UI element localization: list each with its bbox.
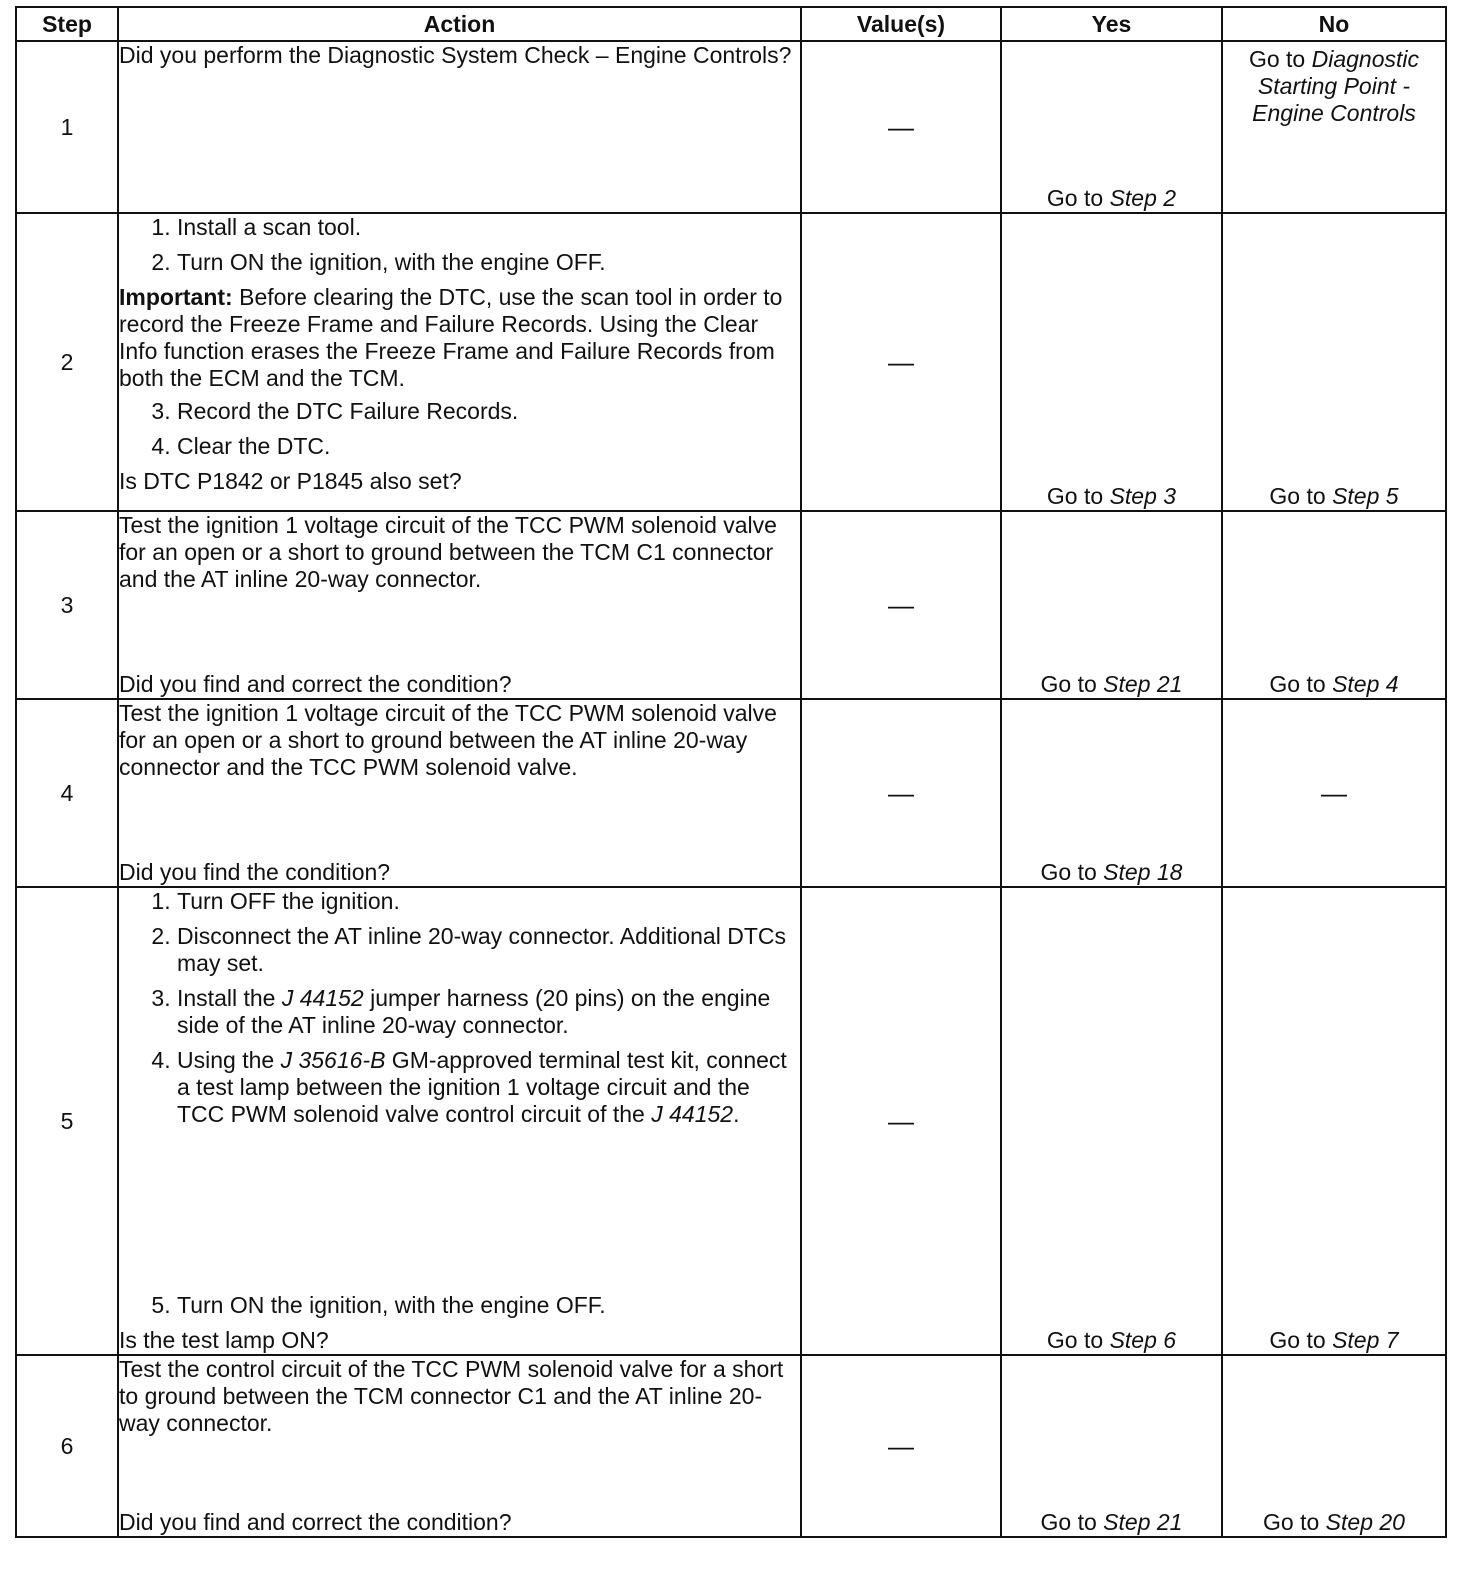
action-text: Test the control circuit of the TCC PWM solenoid valve for a short to ground between the TCM connector C1 and the AT inline 20-way connector. — [119, 1356, 784, 1436]
important-label: Important: — [119, 284, 233, 310]
no-cell — [1222, 41, 1446, 213]
yes-step-link[interactable]: Step 18 — [1103, 859, 1183, 885]
no-cell — [1222, 887, 1446, 1355]
yes-step-link[interactable]: Step 21 — [1103, 671, 1183, 697]
action-step — [177, 1047, 800, 1128]
action-cell — [118, 511, 801, 699]
yes-prefix: Go to — [1040, 859, 1104, 885]
action-question: Did you find and correct the condition? — [119, 1509, 512, 1535]
yes-prefix: Go to — [1040, 671, 1104, 697]
action-question: Did you find and correct the condition? — [119, 671, 512, 697]
value-cell: — — [801, 1355, 1001, 1537]
action-step — [177, 985, 800, 1039]
yes-cell — [1001, 699, 1222, 887]
table-row — [16, 1355, 1446, 1537]
step-number: 4 — [16, 699, 118, 887]
yes-prefix: Go to — [1046, 483, 1110, 509]
table-row — [16, 699, 1446, 887]
action-cell — [118, 41, 801, 213]
step-text: GM-approved terminal test kit, connect a test lamp between the ignition 1 voltage circuit and the TCC PWM solenoid valve control circuit of the — [177, 1047, 787, 1127]
tool-ref: J 44152 — [651, 1101, 734, 1127]
action-steps — [119, 398, 800, 460]
action-cell — [118, 699, 801, 887]
value-cell: — — [801, 213, 1001, 511]
no-step-link[interactable]: Step 5 — [1332, 483, 1399, 509]
yes-prefix: Go to — [1046, 185, 1110, 211]
yes-step-link[interactable]: Step 21 — [1103, 1509, 1183, 1535]
no-prefix: Go to — [1248, 46, 1312, 72]
action-text: Test the ignition 1 voltage circuit of the TCC PWM solenoid valve for an open or a short to ground between the AT inline 20-way connector and the TCC PWM solenoid valve. — [119, 700, 777, 780]
action-cell — [118, 1355, 801, 1537]
value-cell: — — [801, 699, 1001, 887]
action-steps — [119, 1292, 800, 1319]
action-step: 5. Turn ON the ignition, with the engine OFF. — [177, 1292, 800, 1319]
header-action: Action — [118, 7, 801, 41]
tool-ref: J 44152 — [281, 985, 364, 1011]
yes-cell — [1001, 511, 1222, 699]
no-prefix: Go to — [1269, 483, 1333, 509]
action-question: Is DTC P1842 or P1845 also set? — [119, 468, 462, 494]
action-wrapper — [119, 700, 800, 886]
action-steps — [119, 888, 800, 1136]
no-step-link[interactable]: Diagnostic Starting Point - Engine Controls — [1252, 46, 1420, 126]
important-text: Before clearing the DTC, use the scan tool in order to record the Freeze Frame and Failure Records. Using the Clear Info function erases the Freeze Frame and Failure Records from both the ECM and the TCM. — [119, 284, 783, 391]
action-step: 3. Record the DTC Failure Records. — [177, 398, 800, 425]
action-text: Test the ignition 1 voltage circuit of the TCC PWM solenoid valve for an open or a short to ground between the TCM C1 connector and the AT inline 20-way connector. — [119, 512, 777, 592]
no-prefix: Go to — [1269, 1327, 1333, 1353]
action-tail — [119, 1292, 800, 1354]
header-no: No — [1222, 7, 1446, 41]
step-number: 1 — [16, 41, 118, 213]
header-yes: Yes — [1001, 7, 1222, 41]
action-wrapper — [119, 512, 800, 698]
step-text: jumper harness (20 pins) on the engine side of the AT inline 20-way connector. — [177, 985, 771, 1038]
action-question: Is the test lamp ON? — [119, 1327, 329, 1353]
no-cell — [1222, 511, 1446, 699]
yes-cell — [1001, 213, 1222, 511]
header-step: Step — [16, 7, 118, 41]
yes-prefix: Go to — [1040, 1509, 1104, 1535]
step-number: 5 — [16, 887, 118, 1355]
no-cell — [1222, 1355, 1446, 1537]
yes-cell — [1001, 887, 1222, 1355]
yes-cell — [1001, 1355, 1222, 1537]
header-values: Value(s) — [801, 7, 1001, 41]
action-step: 2. Turn ON the ignition, with the engine OFF. — [177, 249, 800, 276]
step-number: 6 — [16, 1355, 118, 1537]
yes-cell — [1001, 41, 1222, 213]
table-row — [16, 41, 1446, 213]
no-cell: — — [1222, 699, 1446, 887]
value-cell: — — [801, 41, 1001, 213]
action-step: 4. Clear the DTC. — [177, 433, 800, 460]
step-text: Install the — [177, 985, 282, 1011]
value-cell: — — [801, 887, 1001, 1355]
table-row — [16, 213, 1446, 511]
important-note — [119, 284, 800, 392]
action-wrapper — [119, 888, 800, 1354]
table-row — [16, 511, 1446, 699]
table-row — [16, 887, 1446, 1355]
yes-prefix: Go to — [1046, 1327, 1110, 1353]
step-number: 2 — [16, 213, 118, 511]
action-step: 1. Install a scan tool. — [177, 214, 800, 241]
action-step: 2. Disconnect the AT inline 20-way connector. Additional DTCs may set. — [177, 923, 800, 977]
yes-step-link[interactable]: Step 3 — [1109, 483, 1177, 509]
action-cell — [118, 213, 801, 511]
action-text: Did you perform the Diagnostic System Check – Engine Controls? — [119, 42, 792, 68]
tool-ref: J 35616-B — [280, 1047, 386, 1073]
no-step-link[interactable]: Step 20 — [1325, 1509, 1405, 1535]
header-row — [16, 7, 1446, 41]
step-text: Using the — [177, 1047, 281, 1073]
no-step-link[interactable]: Step 7 — [1332, 1327, 1399, 1353]
step-text: . — [733, 1101, 740, 1127]
no-prefix: Go to — [1269, 671, 1333, 697]
action-step: 1. Turn OFF the ignition. — [177, 888, 800, 915]
action-wrapper — [119, 1356, 800, 1536]
yes-step-link[interactable]: Step 2 — [1109, 185, 1177, 211]
no-step-link[interactable]: Step 4 — [1332, 671, 1399, 697]
step-number: 3 — [16, 511, 118, 699]
no-prefix: Go to — [1263, 1509, 1326, 1535]
action-cell — [118, 887, 801, 1355]
yes-step-link[interactable]: Step 6 — [1109, 1327, 1177, 1353]
diagnostic-table — [15, 6, 1447, 1538]
no-cell — [1222, 213, 1446, 511]
action-question: Did you find the condition? — [119, 859, 391, 885]
action-steps — [119, 214, 800, 276]
value-cell: — — [801, 511, 1001, 699]
